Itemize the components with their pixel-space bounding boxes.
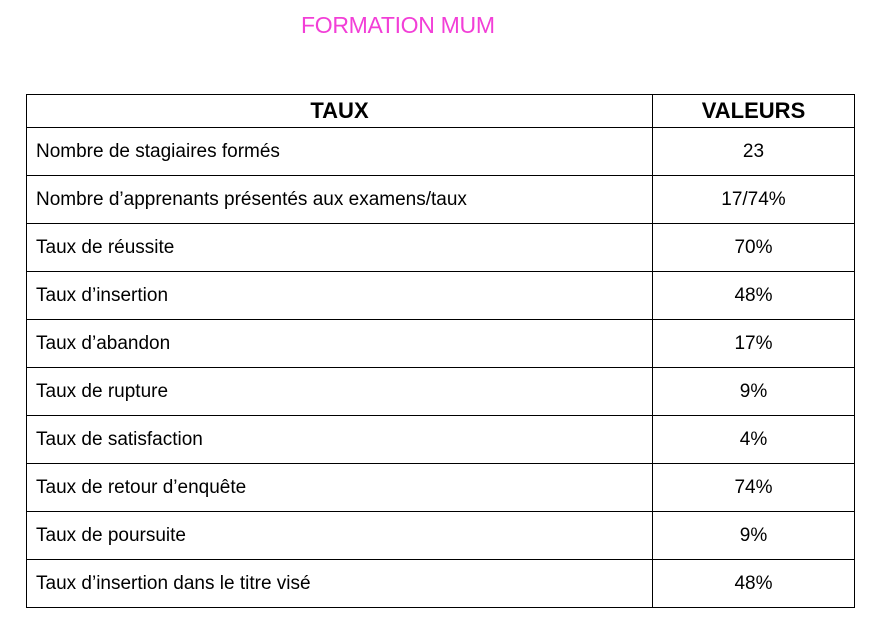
table-row [27,560,855,608]
row-label: Taux d’insertion dans le titre visé [27,560,653,608]
table-row [27,176,855,224]
row-value: 4% [653,416,855,464]
row-label: Taux de retour d’enquête [27,464,653,512]
row-value: 70% [653,224,855,272]
table-row [27,512,855,560]
row-label: Taux d’abandon [27,320,653,368]
table-row [27,272,855,320]
table-row [27,224,855,272]
row-label: Taux de réussite [27,224,653,272]
table-header-row [27,95,855,128]
stats-table [26,94,855,608]
column-header-taux: TAUX [27,95,653,128]
page-title: FORMATION MUM [301,12,495,38]
row-value: 9% [653,512,855,560]
table-row [27,464,855,512]
table-row [27,368,855,416]
table-row [27,416,855,464]
row-value: 48% [653,272,855,320]
column-header-valeurs: VALEURS [653,95,855,128]
row-value: 48% [653,560,855,608]
table-row [27,128,855,176]
row-value: 17% [653,320,855,368]
row-value: 74% [653,464,855,512]
row-label: Taux de rupture [27,368,653,416]
row-label: Taux de poursuite [27,512,653,560]
row-value: 9% [653,368,855,416]
row-value: 17/74% [653,176,855,224]
row-label: Nombre d’apprenants présentés aux examens/taux [27,176,653,224]
row-label: Nombre de stagiaires formés [27,128,653,176]
table-row [27,320,855,368]
row-value: 23 [653,128,855,176]
row-label: Taux d’insertion [27,272,653,320]
row-label: Taux de satisfaction [27,416,653,464]
